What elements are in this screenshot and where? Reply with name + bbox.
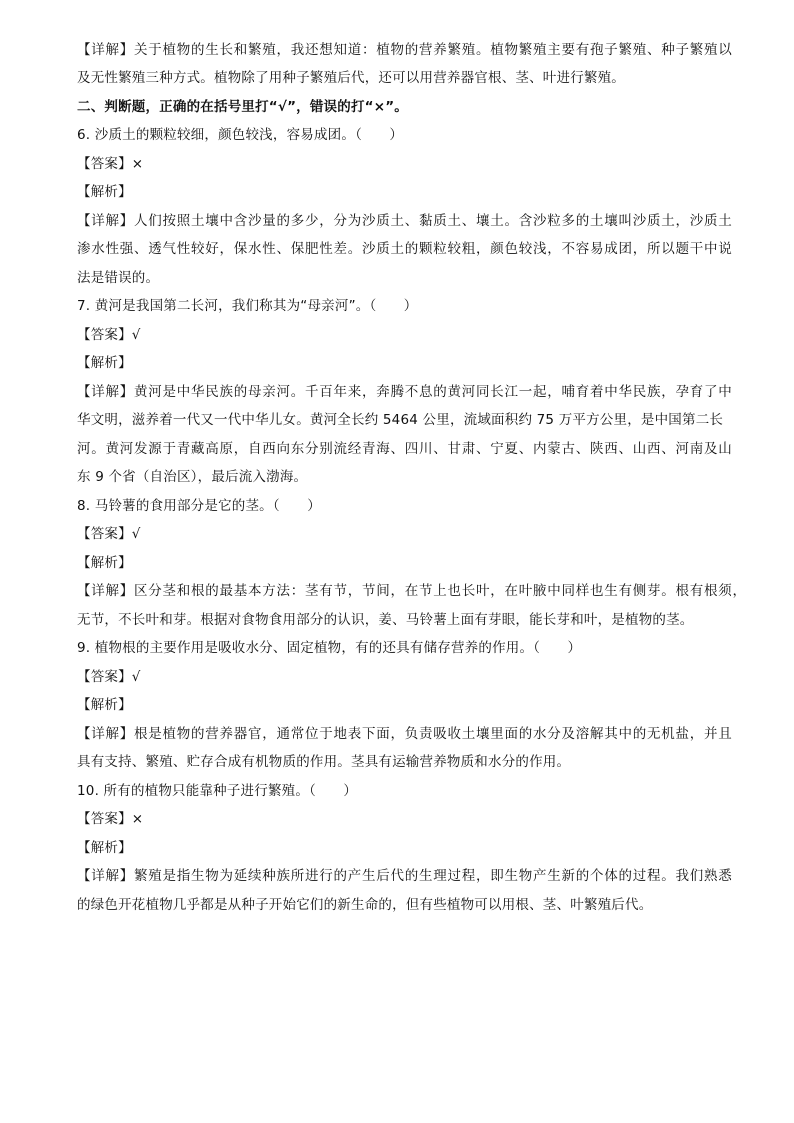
answer-label: 【答案】× bbox=[77, 156, 144, 172]
detail-line: 【详解】人们按照土壤中含沙量的多少，分为沙质土、黏质土、壤土。含沙粒多的土壤叫沙质土，沙质土 bbox=[77, 213, 733, 229]
detail-line: 【详解】繁殖是指生物为延续种族所进行的产生后代的生理过程，即生物产生新的个体的过程。我们熟悉 bbox=[77, 868, 733, 884]
analysis-label: 【解析】 bbox=[77, 555, 132, 571]
question-9: 9. 植物根的主要作用是吸收水分、固定植物，有的还具有储存营养的作用。（ ） bbox=[77, 640, 582, 656]
section-heading: 二、判断题，正确的在括号里打“√”，错误的打“×”。 bbox=[77, 99, 409, 115]
answer-label: 【答案】√ bbox=[77, 327, 141, 343]
detail-line: 法是错误的。 bbox=[77, 270, 160, 286]
answer-label: 【答案】√ bbox=[77, 669, 141, 685]
detail-line: 具有支持、繁殖、贮存合成有机物质的作用。茎具有运输营养物质和水分的作用。 bbox=[77, 754, 571, 770]
analysis-label: 【解析】 bbox=[77, 184, 132, 200]
analysis-label: 【解析】 bbox=[77, 840, 132, 856]
detail-line: 华文明，滋养着一代又一代中华儿女。黄河全长约 5464 公里，流域面积约 75 万平方公里，是中国第二长 bbox=[77, 412, 724, 428]
detail-line: 【详解】关于植物的生长和繁殖，我还想知道：植物的营养繁殖。植物繁殖主要有孢子繁殖、种子繁殖以 bbox=[77, 42, 733, 58]
detail-line: 【详解】区分茎和根的最基本方法：茎有节，节间，在节上也长叶，在叶腋中同样也生有侧芽。根有根须， bbox=[77, 583, 747, 599]
question-8: 8. 马铃薯的食用部分是它的茎。（ ） bbox=[77, 498, 321, 514]
detail-line: 东 9 个省（自治区），最后流入渤海。 bbox=[77, 469, 308, 485]
detail-line: 的绿色开花植物几乎都是从种子开始它们的新生命的，但有些植物可以用根、茎、叶繁殖后代。 bbox=[77, 897, 653, 913]
analysis-label: 【解析】 bbox=[77, 355, 132, 371]
analysis-label: 【解析】 bbox=[77, 697, 132, 713]
detail-line: 及无性繁殖三种方式。植物除了用种子繁殖后代，还可以用营养器官根、茎、叶进行繁殖。 bbox=[77, 70, 625, 86]
question-10: 10. 所有的植物只能靠种子进行繁殖。（ ） bbox=[77, 783, 358, 799]
detail-line: 渗水性强、透气性较好，保水性、保肥性差。沙质土的颗粒较粗，颜色较浅，不容易成团，所以题干中说 bbox=[77, 241, 733, 257]
detail-line: 【详解】根是植物的营养器官，通常位于地表下面，负责吸收土壤里面的水分及溶解其中的无机盐，并且 bbox=[77, 726, 733, 742]
answer-label: 【答案】× bbox=[77, 811, 144, 827]
question-6: 6. 沙质土的颗粒较细，颜色较浅，容易成团。（ ） bbox=[77, 127, 404, 143]
answer-label: 【答案】√ bbox=[77, 526, 141, 542]
question-7: 7. 黄河是我国第二长河，我们称其为“母亲河”。（ ） bbox=[77, 298, 418, 314]
detail-line: 【详解】黄河是中华民族的母亲河。千百年来，奔腾不息的黄河同长江一起，哺育着中华民族，孕育了中 bbox=[77, 384, 733, 400]
detail-line: 河。黄河发源于青藏高原，自西向东分别流经青海、四川、甘肃、宁夏、内蒙古、陕西、山西、河南及山 bbox=[77, 441, 733, 457]
detail-line: 无节，不长叶和芽。根据对食物食用部分的认识，姜、马铃薯上面有芽眼，能长芽和叶，是植物的茎。 bbox=[77, 612, 694, 628]
